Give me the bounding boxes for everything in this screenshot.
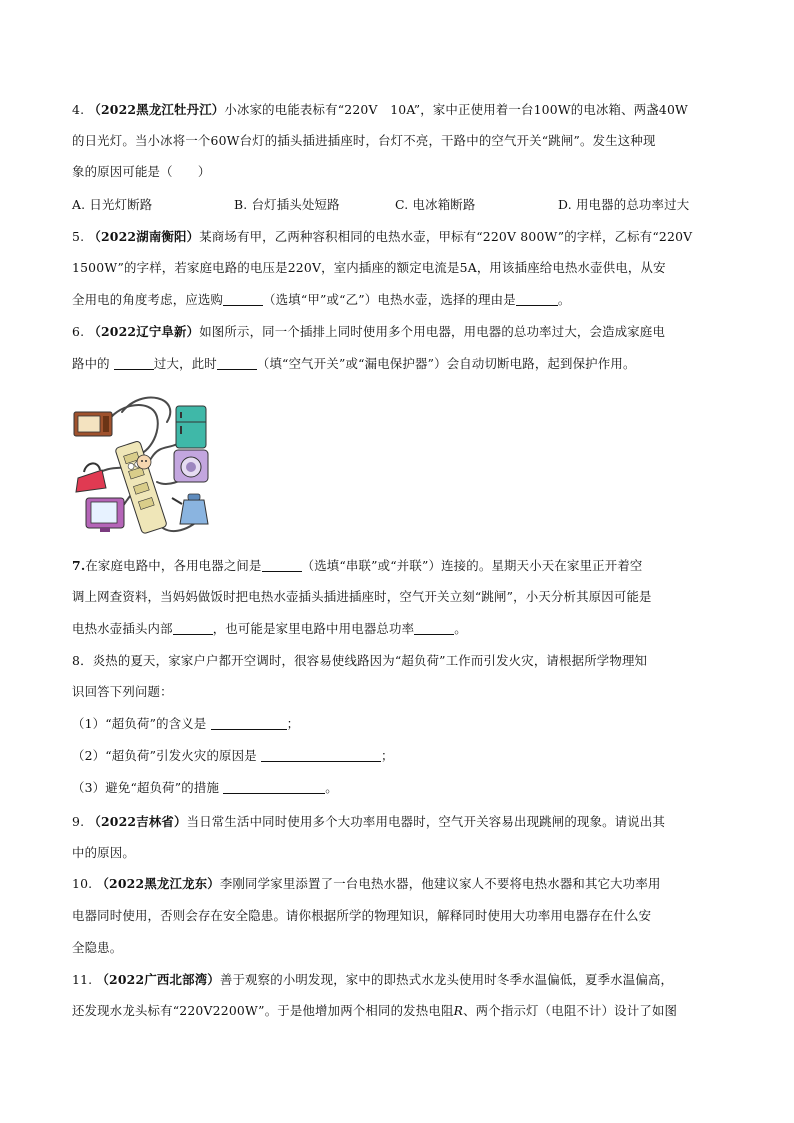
q8-sub3-end: 。 bbox=[325, 780, 338, 795]
q5-source: （2022湖南衡阳） bbox=[88, 229, 200, 244]
q6-text-b: 过大，此时 bbox=[153, 356, 217, 371]
q4-line-2: 的日光灯。当小冰将一个60W台灯的插头插进插座时，台灯不亮，干路中的空气开关“跳闸”。发生这种现 bbox=[72, 133, 656, 148]
q6-blank-2[interactable] bbox=[217, 357, 257, 370]
q11-source: （2022广西北部湾） bbox=[96, 972, 220, 987]
q9-line-2: 中的原因。 bbox=[72, 845, 135, 860]
q11-text-b: 、两个指示灯（电阻不计）设计了如图 bbox=[463, 1003, 678, 1018]
q4-option-a: A. 日光灯断路 bbox=[72, 197, 153, 212]
q4-option-b: B. 台灯插头处短路 bbox=[234, 197, 340, 212]
q8-sub-3 bbox=[72, 780, 338, 796]
q11-line-1 bbox=[72, 972, 673, 988]
q5-line-1 bbox=[72, 229, 692, 245]
q4-line-1 bbox=[72, 102, 688, 118]
q4-options bbox=[72, 197, 722, 213]
q7-text-a2: 电热水壶插头内部 bbox=[72, 621, 173, 636]
q5-number: 5. bbox=[72, 229, 85, 244]
q10-source: （2022黑龙江龙东） bbox=[96, 876, 220, 891]
q10-text: 李刚同学家里添置了一台电热水器，他建议家人不要将电热水器和其它大功率用 bbox=[219, 876, 661, 891]
q9-text: 当日常生活中同时使用多个大功率用电器时，空气开关容易出现跳闸的现象。请说出其 bbox=[186, 814, 666, 829]
q8-line-1 bbox=[72, 653, 647, 669]
q4-text: 小冰家的电能表标有“220V 10A”，家中正使用着一台100W的电冰箱、两盏40W bbox=[224, 102, 688, 117]
q6-line-2 bbox=[72, 356, 636, 372]
q4-line-3: 象的原因可能是（ ） bbox=[72, 164, 211, 179]
q11-text-a: 还发现水龙头标有“220V2200W”。于是他增加两个相同的发热电阻 bbox=[72, 1003, 454, 1018]
q5-text-a: 全用电的角度考虑，应选购 bbox=[72, 292, 224, 307]
q7-text-c2: 。 bbox=[454, 621, 467, 636]
q8-sub-1 bbox=[72, 716, 299, 732]
q9-source: （2022吉林省） bbox=[88, 814, 187, 829]
q8-blank-1[interactable] bbox=[211, 717, 287, 730]
kettle-icon bbox=[172, 494, 208, 524]
q7-line-3 bbox=[72, 621, 467, 637]
q5-text-b: （选填“甲”或“乙”）电热水壶，选择的理由是 bbox=[263, 292, 516, 307]
q8-sub3-text: （3）避免“超负荷”的措施 bbox=[72, 780, 224, 795]
q6-blank-1[interactable] bbox=[114, 357, 154, 370]
q7-text-a: 在家庭电路中，各用电器之间是 bbox=[85, 558, 262, 573]
q9-number: 9. bbox=[72, 814, 85, 829]
q11-resistor-symbol: R bbox=[453, 1003, 464, 1018]
q7-text-b: （选填“串联”或“并联”）连接的。星期天小天在家里正开着空 bbox=[301, 558, 643, 573]
refrigerator-icon bbox=[176, 406, 206, 448]
q6-text-a: 路中的 bbox=[72, 356, 114, 371]
q8-sub1-end: ； bbox=[286, 716, 300, 731]
q6-source: （2022辽宁阜新） bbox=[88, 324, 200, 339]
q8-blank-3[interactable] bbox=[223, 781, 325, 794]
overloaded-power-strip-illustration bbox=[72, 392, 222, 542]
q8-blank-2[interactable] bbox=[261, 749, 381, 762]
television-icon bbox=[86, 498, 124, 532]
washing-machine-icon bbox=[174, 450, 208, 482]
q8-text: 炎热的夏天，家家户户都开空调时，很容易使线路因为“超负荷”工作而引发火灾，请根据所学物理知 bbox=[92, 653, 648, 668]
q10-line-1 bbox=[72, 876, 661, 892]
q4-source: （2022黑龙江牡丹江） bbox=[88, 102, 225, 117]
q5-blank-2[interactable] bbox=[516, 293, 558, 306]
q7-blank-3[interactable] bbox=[414, 622, 454, 635]
q6-line-1 bbox=[72, 324, 665, 340]
microwave-icon bbox=[74, 412, 112, 436]
q8-sub2-end: ； bbox=[380, 748, 394, 763]
iron-icon bbox=[76, 463, 106, 492]
q10-line-2: 电器同时使用，否则会存在安全隐患。请你根据所学的物理知识，解释同时使用大功率用电器存在什么安 bbox=[72, 908, 652, 923]
q6-text: 如图所示，同一个插排上同时使用多个用电器，用电器的总功率过大，会造成家庭电 bbox=[199, 324, 666, 339]
q8-sub1-text: （1）“超负荷”的含义是 bbox=[72, 716, 211, 731]
q11-number: 11. bbox=[72, 972, 93, 987]
q5-line-2: 1500W”的字样，若家庭电路的电压是220V，室内插座的额定电流是5A，用该插座给电热水壶供电，从安 bbox=[72, 260, 666, 275]
q11-text: 善于观察的小明发现，家中的即热式水龙头使用时冬季水温偏低，夏季水温偏高， bbox=[219, 972, 674, 987]
q8-number: 8． bbox=[72, 653, 93, 668]
q4-number: 4. bbox=[72, 102, 85, 117]
q4-option-d: D. 用电器的总功率过大 bbox=[558, 197, 690, 212]
q7-text-b2: ，也可能是家里电路中用电器总功率 bbox=[212, 621, 415, 636]
q8-sub2-text: （2）“超负荷”引发火灾的原因是 bbox=[72, 748, 261, 763]
q8-sub-2 bbox=[72, 748, 394, 764]
q5-blank-1[interactable] bbox=[223, 293, 263, 306]
q5-line-3 bbox=[72, 292, 570, 308]
q11-line-2 bbox=[72, 1003, 677, 1019]
q9-line-1 bbox=[72, 814, 665, 830]
q6-text-c: （填“空气开关”或“漏电保护器”）会自动切断电路，起到保护作用。 bbox=[256, 356, 636, 371]
q5-text: 某商场有甲，乙两种容积相同的电热水壶，甲标有“220V 800W”的字样，乙标有“220V bbox=[199, 229, 693, 244]
q5-text-c: 。 bbox=[557, 292, 571, 307]
q7-blank-2[interactable] bbox=[173, 622, 213, 635]
person-icon bbox=[137, 455, 151, 469]
q8-line-2: 识回答下列问题： bbox=[72, 684, 173, 699]
q6-number: 6. bbox=[72, 324, 85, 339]
q7-line-1 bbox=[72, 558, 643, 574]
q7-line-2: 调上网查资料，当妈妈做饭时把电热水壶插头插进插座时，空气开关立刻“跳闸”，小天分析其原因可能是 bbox=[72, 589, 652, 604]
q10-number: 10. bbox=[72, 876, 93, 891]
q7-number: 7. bbox=[72, 558, 86, 573]
q7-blank-1[interactable] bbox=[262, 559, 302, 572]
q10-line-3: 全隐患。 bbox=[72, 940, 123, 955]
q4-option-c: C. 电冰箱断路 bbox=[395, 197, 476, 212]
